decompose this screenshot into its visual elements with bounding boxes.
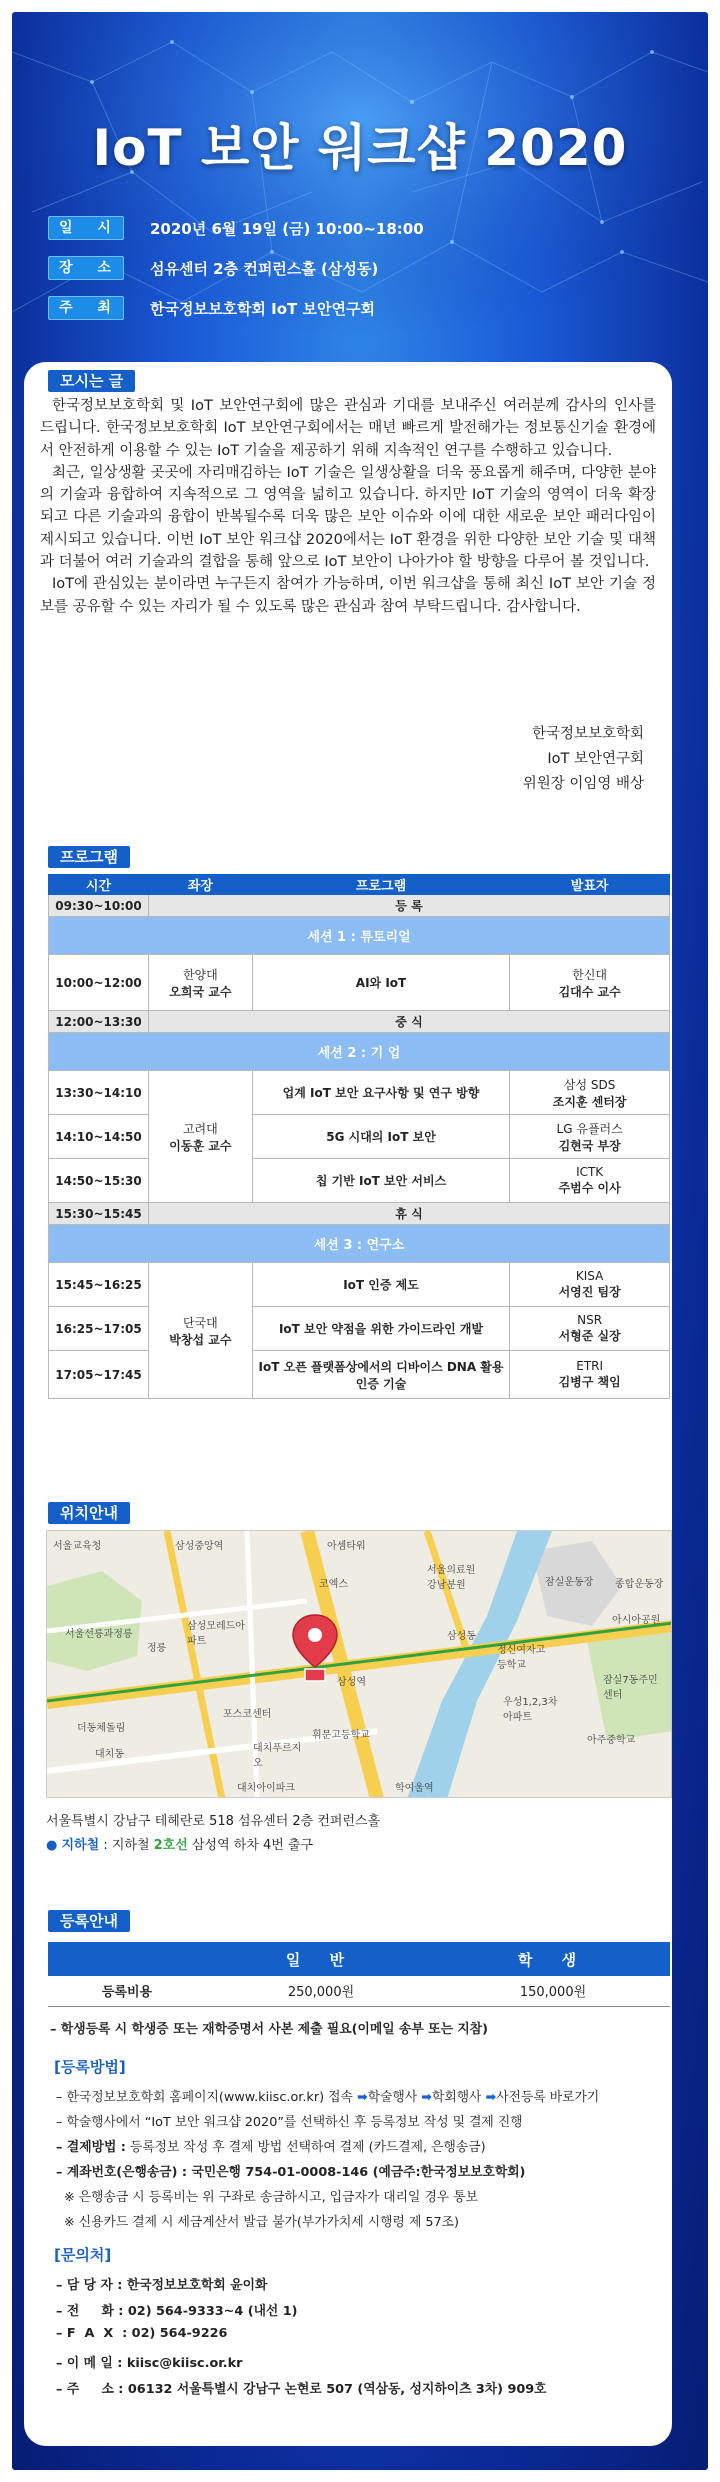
page-title: IoT 보안 워크샵 2020 <box>92 119 628 177</box>
map-label: 삼성중앙역 <box>175 1541 224 1552</box>
location-map[interactable] <box>46 1530 672 1798</box>
bullet-icon: ● <box>46 1838 58 1853</box>
arrow-right-icon: ➡ <box>421 2090 432 2105</box>
table-row <box>49 1307 670 1351</box>
time-cell: 16:25~17:05 <box>49 1307 149 1351</box>
method-note-1: ※ 은행송금 시 등록비는 위 구좌로 송금하시고, 입금자가 대리일 경우 통보 <box>64 2190 478 2205</box>
chair-cell: 고려대 이동훈 교수 <box>148 1071 252 1203</box>
info-date-value: 2020년 6월 19일 (금) 10:00~18:00 <box>150 219 424 238</box>
contact-line: – 전 화 : 02) 564-9333~4 (내선 1) <box>56 2304 298 2319</box>
session-title: 세션 2 : 기 업 <box>49 1033 670 1071</box>
talk-cell: IoT 인증 제도 <box>252 1263 510 1307</box>
info-date <box>48 216 424 240</box>
table-row <box>49 1159 670 1203</box>
table-row <box>49 1351 670 1399</box>
map-label: 아셈타워 <box>327 1541 366 1552</box>
map-label: 정신여자고등학교 <box>497 1645 546 1671</box>
time-cell: 14:10~14:50 <box>49 1115 149 1159</box>
map-label: 코엑스 <box>319 1579 348 1590</box>
subway-post: 삼성역 하차 4번 출구 <box>191 1838 314 1853</box>
map-label: 삼성역 <box>337 1677 366 1688</box>
col-time: 시간 <box>49 875 149 895</box>
fee-student: 150,000원 <box>436 1976 670 2006</box>
chair-cell: 단국대 박창섭 교수 <box>148 1263 252 1399</box>
map-label: 종합운동장 <box>615 1579 664 1590</box>
time-cell: 12:00~13:30 <box>49 1011 149 1033</box>
contact-line: – 주 소 : 06132 서울특별시 강남구 논현로 507 (역삼동, 성지하이츠 3차) 909호 <box>56 2382 547 2397</box>
signature-org: 한국정보보호학회 <box>531 726 644 742</box>
fee-general: 250,000원 <box>206 1976 436 2006</box>
map-label: 잠실운동장 <box>545 1577 594 1588</box>
chair-cell: 한양대 오희국 교수 <box>148 955 252 1011</box>
signature <box>523 722 644 797</box>
map-label: 삼성모레드아파트 <box>187 1621 245 1647</box>
method-step-3: – 결제방법 : 등록정보 작성 후 결제 방법 선택하여 결제 (카드결제, 은행송금) <box>56 2140 486 2155</box>
location-subway <box>46 1834 313 1853</box>
info-place-value: 섬유센터 2층 컨퍼런스홀 (삼성동) <box>150 259 379 278</box>
location-address: 서울특별시 강남구 테헤란로 518 섬유센터 2층 컨퍼런스홀 <box>46 1814 381 1829</box>
time-cell: 10:00~12:00 <box>49 955 149 1011</box>
talk-cell: 칩 기반 IoT 보안 서비스 <box>252 1159 510 1203</box>
method-step-4: – 계좌번호(은행송금) : 국민은행 754-01-0008-146 (예금주:한국정보보호학회) <box>56 2165 526 2180</box>
session-title: 세션 1 : 튜토리얼 <box>49 917 670 955</box>
table-row <box>49 1071 670 1115</box>
speaker-cell: 한신대 김대수 교수 <box>510 955 670 1011</box>
step-item: 학회행사 <box>431 2090 482 2105</box>
contact-line: – 담 당 자 : 한국정보보호학회 윤이화 <box>56 2278 268 2293</box>
map-label: 삼성동 <box>447 1631 476 1642</box>
greeting-paragraph: 최근, 일상생활 곳곳에 자리매김하는 IoT 기술은 일생상활을 더욱 풍요롭게 해주며, 다양한 분야의 기술과 융합하여 지속적으로 그 영역을 넓히고 있습니다. 하지만 IoT 기술의 영역이 더욱 확장되고 다른 기술과의 융합이 반복될수록 더욱 많은 보안 이슈와 이에 대한 새로운 보안 패러다임이 제시되고 있습니다. 이번 IoT 보안 워크샵 2020에서는 IoT 환경을 위한 다양한 보안 기술 및 대책과 더불어 여러 기술과의 결합을 통해 앞으로 IoT 보안이 나아가야 할 방향을 다루어 볼 것입니다. <box>40 464 656 571</box>
col-program: 프로그램 <box>252 875 510 895</box>
fee-table <box>48 1942 670 2007</box>
greeting-heading: 모시는 글 <box>48 370 135 392</box>
map-label: 아시아공원 <box>612 1615 661 1626</box>
map-label: 대치동 <box>95 1749 124 1760</box>
map-label: 대치푸르지오 <box>253 1743 302 1769</box>
map-label: 학여울역 <box>395 1783 434 1794</box>
table-row <box>49 895 670 917</box>
fee-row-label: 등록비용 <box>48 1976 206 2006</box>
method-step-2: – 학술행사에서 “IoT 보안 워크샵 2020”를 선택하신 후 등록정보 작성 및 결제 진행 <box>56 2115 523 2130</box>
arrow-right-icon: ➡ <box>356 2090 368 2105</box>
program-header-row <box>49 875 670 895</box>
signature-chair: 위원장 이임영 배상 <box>522 776 644 792</box>
map-label: 서울교육청 <box>53 1541 102 1552</box>
map-label: 정릉 <box>147 1643 167 1654</box>
registration-note: – 학생등록 시 학생증 또는 재학증명서 사본 제출 필요(이메일 송부 또는 지참) <box>50 2022 488 2037</box>
info-host-label: 주 최 <box>48 296 124 320</box>
map-label: 아주중학교 <box>587 1735 636 1746</box>
map-label: 서울의료원 강남분원 <box>427 1565 476 1591</box>
speaker-cell: ICTK 주범수 이사 <box>510 1159 670 1203</box>
session-row <box>49 1033 670 1071</box>
speaker-cell: 삼성 SDS 조지훈 센터장 <box>510 1071 670 1115</box>
greeting-paragraph: 한국정보보호학회 및 IoT 보안연구회에 많은 관심과 기대를 보내주신 여러분께 감사의 인사를 드립니다. 한국정보보호학회 IoT 보안연구회에서는 매년 빠르게 발전해가는 정보통신기술 환경에서 안전하게 이용할 수 있는 IoT 기술을 제공하기 위해 지속적인 연구를 수행하고 있습니다. <box>40 398 656 459</box>
info-place-label: 장 소 <box>48 256 124 280</box>
method-step-1: – 한국정보보호학회 홈페이지(www.kiisc.or.kr) 접속 ➡학술행사 ➡학회행사 ➡사전등록 바로가기 <box>56 2090 600 2105</box>
fee-header-row <box>48 1942 670 1976</box>
table-row <box>49 1115 670 1159</box>
map-label: 휘문고등학교 <box>312 1730 370 1741</box>
speaker-cell: LG 유플러스 김현국 부장 <box>510 1115 670 1159</box>
method-heading: [등록방법] <box>54 2058 126 2076</box>
table-row <box>49 1203 670 1225</box>
info-place <box>48 256 378 280</box>
map-label: 우성1,2,3차아파트 <box>503 1697 558 1723</box>
subway-pre: : 지하철 <box>103 1838 150 1853</box>
step-item: 사전등록 바로가기 <box>496 2090 600 2105</box>
event-cell: 중 식 <box>148 1011 669 1033</box>
arrow-right-icon: ➡ <box>485 2090 497 2105</box>
info-date-label: 일 시 <box>48 216 124 240</box>
fee-col-student: 학 생 <box>436 1942 670 1976</box>
speaker-cell: NSR 서형준 실장 <box>510 1307 670 1351</box>
session-row <box>49 917 670 955</box>
content-card <box>24 362 672 2446</box>
col-speaker: 발표자 <box>510 875 670 895</box>
subway-label: 지하철 <box>61 1838 100 1853</box>
table-row <box>49 955 670 1011</box>
registration-heading: 등록안내 <box>48 1910 130 1932</box>
map-label: 서울선릉과정릉 <box>65 1629 133 1640</box>
time-cell: 14:50~15:30 <box>49 1159 149 1203</box>
table-row <box>49 1011 670 1033</box>
session-row <box>49 1225 670 1263</box>
col-chair: 좌장 <box>148 875 252 895</box>
map-label: 더동체돌림 <box>77 1723 126 1734</box>
step-item: 학술행사 <box>367 2090 418 2105</box>
info-host <box>48 296 375 320</box>
greeting-paragraph: IoT에 관심있는 분이라면 누구든지 참여가 가능하며, 이번 워크샵을 통해 최신 IoT 보안 기술 정보를 공유할 수 있는 자리가 될 수 있도록 많은 관심과 참여 부탁드립니다. 감사합니다. <box>40 576 656 615</box>
time-cell: 13:30~14:10 <box>49 1071 149 1115</box>
contact-heading: [문의처] <box>54 2246 112 2264</box>
contact-line: – 이 메 일 : kiisc@kiisc.or.kr <box>56 2356 243 2371</box>
time-cell: 09:30~10:00 <box>49 895 149 917</box>
table-row <box>49 1263 670 1307</box>
talk-cell: IoT 보안 약점을 위한 가이드라인 개발 <box>252 1307 510 1351</box>
greeting-letter <box>40 395 656 618</box>
speaker-cell: ETRI 김병구 책임 <box>510 1351 670 1399</box>
event-cell: 등 록 <box>148 895 669 917</box>
map-label: 포스코센터 <box>223 1709 272 1720</box>
program-table <box>48 874 670 1399</box>
location-heading: 위치안내 <box>48 1502 130 1524</box>
map-label: 대치아이파크 <box>237 1783 295 1794</box>
talk-cell: IoT 오픈 플랫폼상에서의 디바이스 DNA 활용 인증 기술 <box>252 1351 510 1399</box>
fee-col-general: 일 반 <box>206 1942 436 1976</box>
talk-cell: 5G 시대의 IoT 보안 <box>252 1115 510 1159</box>
fee-row <box>48 1976 670 2006</box>
talk-cell: AI와 IoT <box>252 955 510 1011</box>
session-title: 세션 3 : 연구소 <box>49 1225 670 1263</box>
method-note-2: ※ 신용카드 결제 시 세금계산서 발급 불가(부가가치세 시행령 제 57조) <box>64 2215 460 2230</box>
time-cell: 17:05~17:45 <box>49 1351 149 1399</box>
map-graphic <box>47 1531 672 1798</box>
signature-group: IoT 보안연구회 <box>547 751 644 767</box>
contact-line: – F A X : 02) 564-9226 <box>56 2326 228 2341</box>
time-cell: 15:45~16:25 <box>49 1263 149 1307</box>
speaker-cell: KISA 서영진 팀장 <box>510 1263 670 1307</box>
info-host-value: 한국정보보호학회 IoT 보안연구회 <box>150 299 375 318</box>
program-heading: 프로그램 <box>48 846 130 868</box>
time-cell: 15:30~15:45 <box>49 1203 149 1225</box>
subway-line: 2호선 <box>153 1838 188 1853</box>
talk-cell: 업계 IoT 보안 요구사항 및 연구 방향 <box>252 1071 510 1115</box>
map-label: 잠실7동주민센터 <box>603 1675 658 1701</box>
event-cell: 휴 식 <box>148 1203 669 1225</box>
